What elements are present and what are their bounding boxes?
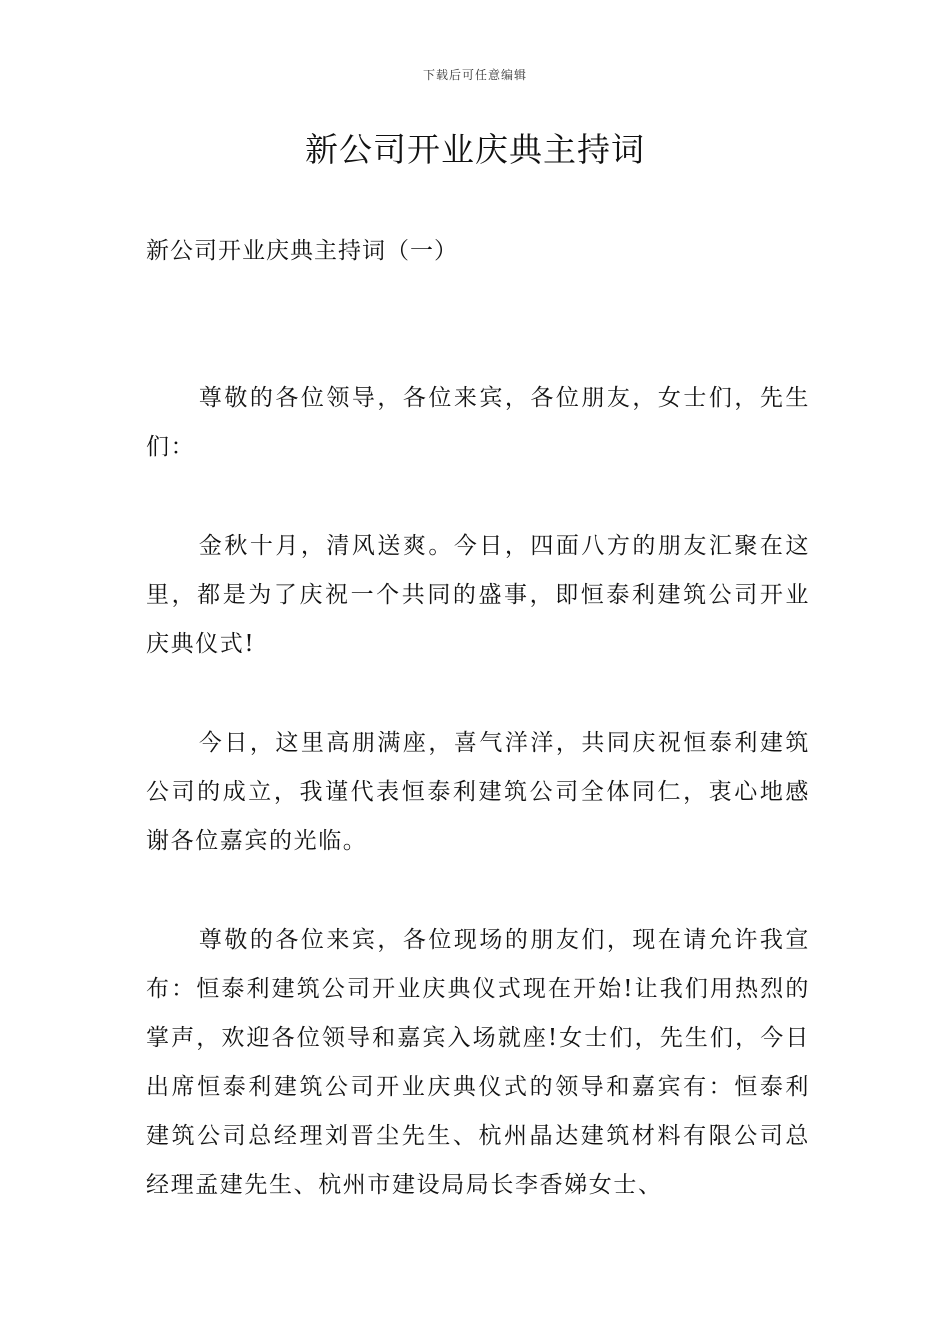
section-subtitle: 新公司开业庆典主持词（一） [146,238,458,264]
paragraph-greeting: 尊敬的各位领导，各位来宾，各位朋友，女士们，先生们： [146,385,810,460]
paragraph-opening: 金秋十月，清风送爽。今日，四面八方的朋友汇聚在这里，都是为了庆祝一个共同的盛事，即恒泰利建筑公司开业庆典仪式! [146,533,810,657]
header-note: 下载后可任意编辑 [422,68,527,82]
document-body [146,374,810,1260]
paragraph-thanks: 今日，这里高朋满座，喜气洋洋，共同庆祝恒泰利建筑公司的成立，我谨代表恒泰利建筑公司全体同仁，衷心地感谢各位嘉宾的光临。 [146,730,810,854]
document-title: 新公司开业庆典主持词 [305,130,645,169]
paragraph-announcement: 尊敬的各位来宾，各位现场的朋友们，现在请允许我宣布：恒泰利建筑公司开业庆典仪式现在开始!让我们用热烈的掌声，欢迎各位领导和嘉宾入场就座!女士们，先生们，今日出席恒泰利建筑公司开业庆典仪式的领导和嘉宾有：恒泰利建筑公司总经理刘晋尘先生、杭州晶达建筑材料有限公司总经理孟建先生、杭州市建设局局长李香娣女士、 [146,927,810,1198]
